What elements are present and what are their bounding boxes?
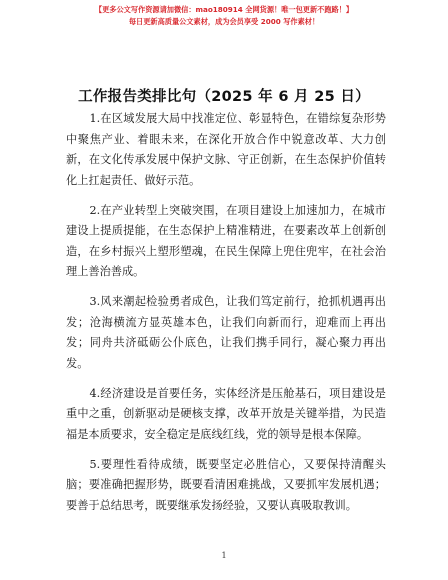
paragraph-3: 3.风来潮起检验勇者成色，让我们笃定前行，抢抓机遇再出发；沧海横流方显英雄本色，让我们向新而行，迎难而上再出发；同舟共济砥砺公仆底色，让我们携手同行，凝心聚力再出发。 [66, 295, 386, 370]
document-body [66, 109, 386, 526]
document-title: 工作报告类排比句（2025 年 6 月 25 日） [78, 89, 370, 105]
paragraph-1: 1.在区域发展大局中找准定位、彰显特色，在错综复杂形势中聚焦产业、着眼未来，在深化开放合作中锐意改革、大力创新，在文化传承发展中保护文脉、守正创新，在生态保护价值转化上扛起责任、做好示范。 [66, 112, 386, 187]
promo-banner-line-2: 每日更新高质量公文素材，成为会员享受 2000 写作素材！ [128, 17, 320, 26]
page-number: 1 [221, 551, 227, 560]
paragraph-5: 5.要理性看待成绩，既要坚定必胜信心，又要保持清醒头脑；要准确把握形势，既要看清困难挑战，又要抓牢发展机遇；要善于总结思考，既要继承发扬经验，又要认真吸取教训。 [66, 457, 386, 512]
paragraph-2: 2.在产业转型上突破突围，在项目建设上加速加力，在城市建设上提质提能，在生态保护上精准精进，在要素改革上创新创造，在乡村振兴上塑形塑魂，在民生保障上兜住兜牢，在社会治理上善治善成。 [66, 203, 386, 278]
promo-banner-line-1: 【更多公文写作资源请加微信：mao180914 全网货源！唯一包更新不跑路！】 [94, 5, 354, 14]
promo-banner [0, 4, 448, 28]
paragraph-4: 4.经济建设是首要任务，实体经济是压舱基石，项目建设是重中之重，创新驱动是硬核支撑，改革开放是关键举措，为民造福是本质要求，安全稳定是底线红线，党的领导是根本保障。 [66, 386, 386, 441]
